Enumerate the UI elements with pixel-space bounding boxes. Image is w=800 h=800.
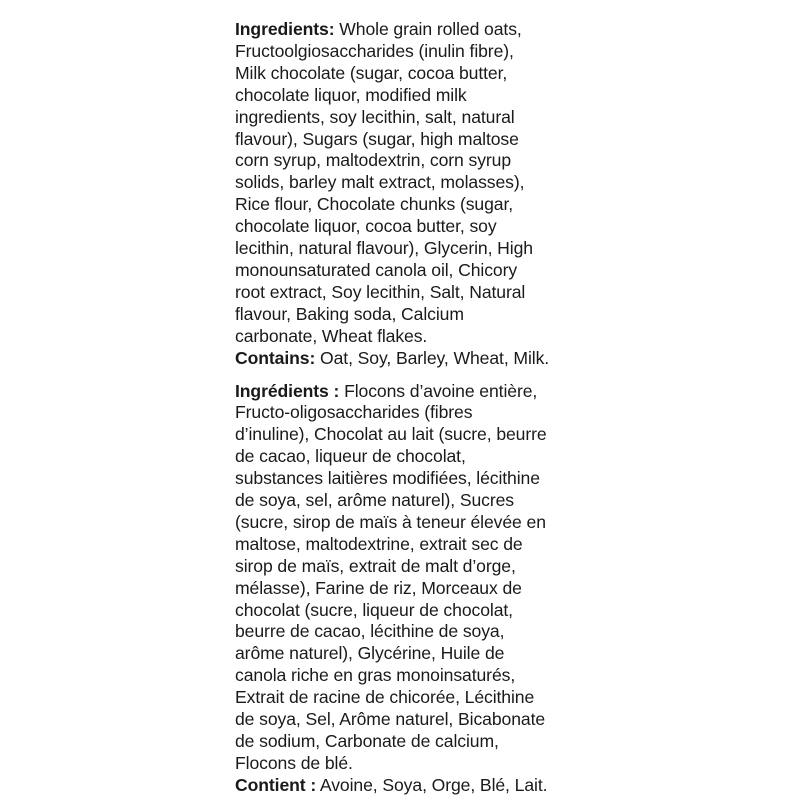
english-ingredients-line: carbonate, Wheat flakes. [235,325,428,346]
english-ingredients-line: Rice flour, Chocolate chunks (sugar, [235,194,514,215]
english-ingredients-line: chocolate liquor, cocoa butter, soy [235,216,497,237]
english-ingredients-line: ingredients, soy lecithin, salt, natural [235,106,515,127]
french-ingredients-paragraph [235,381,580,775]
french-ingredients-line: de sodium, Carbonate de calcium, [235,731,499,751]
french-contains-line [235,775,580,797]
english-ingredients-paragraph [235,19,580,348]
french-contains-text: Avoine, Soya, Orge, Blé, Lait. [316,774,548,795]
english-contains-paragraph [235,348,580,370]
french-ingredients-line: de cacao, liqueur de chocolat, [235,446,466,467]
french-ingredients-line: chocolat (sucre, liqueur de chocolat, [235,599,513,620]
english-ingredients-line [235,19,580,41]
french-ingredients-line: mélasse), Farine de riz, Morceaux de [235,577,522,598]
french-ingredients-line: substances laitières modifiées, lécithine [235,468,540,489]
english-ingredients-block [235,19,580,370]
ingredients-panel [235,19,580,797]
french-ingredients-label: Ingrédients : [235,380,340,401]
french-ingredients-text: Flocons d’avoine entière, [339,380,538,401]
english-ingredients-line: lecithin, natural flavour), Glycerin, High [235,238,533,259]
english-ingredients-line: solids, barley malt extract, molasses), [235,172,525,193]
english-ingredients-line: corn syrup, maltodextrin, corn syrup [235,150,512,171]
french-ingredients-line: d’inuline), Chocolat au lait (sucre, beurre [235,424,547,445]
french-contains-label: Contient : [235,774,317,795]
french-contains-paragraph [235,775,580,797]
english-contains-text: Oat, Soy, Barley, Wheat, Milk. [315,347,550,368]
french-ingredients-line: canola riche en gras monoinsaturés, [235,665,516,686]
french-ingredients-line: (sucre, sirop de maïs à teneur élevée en [235,511,546,532]
french-ingredients-block [235,381,580,797]
english-ingredients-line: Milk chocolate (sugar, cocoa butter, [235,62,508,83]
french-ingredients-line: maltose, maltodextrine, extrait sec de [235,533,523,554]
english-ingredients-line: root extract, Soy lecithin, Salt, Natural [235,281,526,302]
french-ingredients-line: beurre de cacao, lécithine de soya, [235,621,505,642]
french-ingredients-line: sirop de maïs, extrait de malt d’orge, [235,555,516,576]
french-ingredients-line: Extrait de racine de chicorée, Lécithine [235,687,535,708]
english-ingredients-line: monounsaturated canola oil, Chicory [235,259,518,280]
english-ingredients-line: flavour), Sugars (sugar, high maltose [235,128,519,149]
english-contains-label: Contains: [235,347,316,368]
english-ingredients-line: flavour, Baking soda, Calcium [235,303,464,324]
english-contains-line [235,348,580,370]
french-ingredients-line: de soya, sel, arôme naturel), Sucres [235,490,515,511]
english-ingredients-line: Fructoolgiosaccharides (inulin fibre), [235,40,514,61]
french-ingredients-line: de soya, Sel, Arôme naturel, Bicabonate [235,709,546,730]
french-ingredients-line: Fructo-oligosaccharides (fibres [235,402,473,423]
english-ingredients-line: chocolate liquor, modified milk [235,84,467,105]
french-ingredients-line [235,381,580,403]
french-ingredients-line: Flocons de blé. [235,752,353,773]
english-ingredients-label: Ingredients: [235,19,335,39]
english-ingredients-text: Whole grain rolled oats, [334,19,522,39]
french-ingredients-line: arôme naturel), Glycérine, Huile de [235,643,505,664]
